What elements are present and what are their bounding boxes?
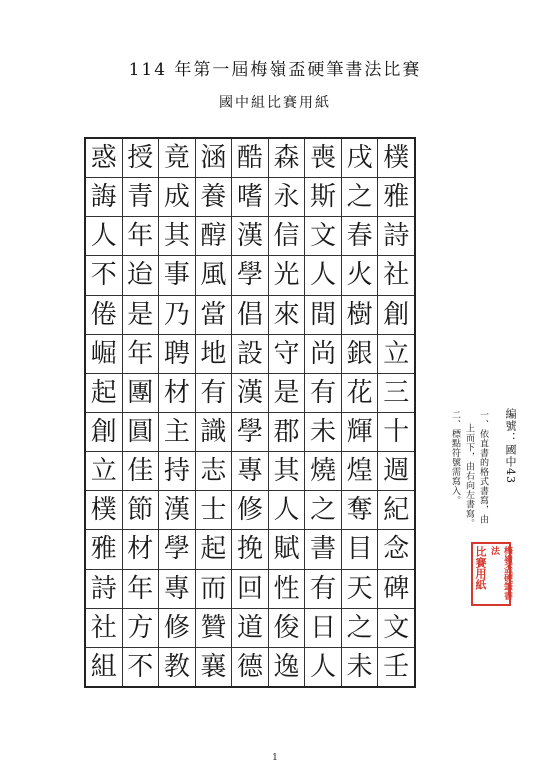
grid-cell: 士 (196, 491, 232, 530)
grid-cell: 俊 (269, 609, 305, 648)
grid-cell: 地 (196, 335, 232, 374)
grid-cell: 目 (342, 530, 378, 569)
grid-cell: 醇 (196, 217, 232, 256)
grid-cell: 人 (86, 217, 122, 256)
grid-cell: 惑 (86, 139, 122, 178)
grid-cell: 專 (159, 570, 195, 609)
grid-cell: 雅 (86, 530, 122, 569)
grid-cell: 倡 (232, 296, 268, 335)
grid-cell: 創 (378, 296, 414, 335)
grid-cell: 起 (86, 374, 122, 413)
grid-cell: 襄 (200, 651, 227, 682)
grid-column (122, 139, 159, 686)
grid-cell: 戌 (342, 139, 378, 178)
grid-cell: 不 (127, 651, 154, 682)
grid-cell: 有 (305, 570, 341, 609)
grid-cell: 永 (269, 178, 305, 217)
grid-cell: 有 (305, 374, 341, 413)
grid-cell: 專 (232, 452, 268, 491)
grid-cell: 尚 (305, 335, 341, 374)
grid-cell: 是 (123, 296, 159, 335)
grid-cell: 守 (269, 335, 305, 374)
grid-cell: 持 (159, 452, 195, 491)
grid-cell: 迨 (123, 256, 159, 295)
grid-cell: 聘 (159, 335, 195, 374)
instruction-1: 一、依直書的格式書寫，由 (478, 410, 488, 524)
grid-cell: 方 (123, 609, 159, 648)
grid-cell: 書 (305, 530, 341, 569)
grid-cell: 學 (232, 413, 268, 452)
grid-cell: 雅 (378, 178, 414, 217)
instruction-1-cont: 上而下，由右向左書寫。 (464, 410, 474, 528)
grid-cell: 花 (342, 374, 378, 413)
grid-cell: 成 (159, 178, 195, 217)
grid-cell: 涵 (196, 139, 232, 178)
grid-cell: 念 (378, 530, 414, 569)
page-number: 1 (272, 753, 278, 763)
instruction-2: 二、標點符號需寫入。 (450, 410, 460, 505)
instructions (448, 410, 490, 528)
grid-cell: 文 (378, 609, 414, 648)
grid-cell: 道 (232, 609, 268, 648)
grid-cell: 春 (342, 217, 378, 256)
grid-cell: 年 (123, 335, 159, 374)
grid-cell: 燒 (305, 452, 341, 491)
grid-cell: 社 (86, 609, 122, 648)
grid-cell: 材 (123, 530, 159, 569)
grid-cell: 日 (305, 609, 341, 648)
grid-cell: 社 (378, 256, 414, 295)
grid-cell: 年 (123, 217, 159, 256)
grid-cell: 漢 (232, 217, 268, 256)
grid-cell: 誨 (86, 178, 122, 217)
grid-cell: 樸 (378, 139, 414, 178)
grid-cell: 圓 (123, 413, 159, 452)
grid-column (158, 139, 195, 686)
grid-cell: 未 (305, 413, 341, 452)
grid-cell: 組 (90, 651, 117, 682)
grid-cell: 有 (196, 374, 232, 413)
grid-cell: 紀 (378, 491, 414, 530)
grid-cell: 銀 (342, 335, 378, 374)
grid-cell: 創 (86, 413, 122, 452)
grid-cell: 回 (232, 570, 268, 609)
grid-cell: 樸 (86, 491, 122, 530)
grid-cell: 不 (86, 256, 122, 295)
grid-cell: 人 (305, 256, 341, 295)
grid-cell: 倦 (86, 296, 122, 335)
grid-cell: 漢 (232, 374, 268, 413)
stamp-line-2: 比賽用紙 (474, 546, 487, 590)
grid-column (195, 139, 232, 686)
grid-cell: 其 (269, 452, 305, 491)
grid-cell: 識 (196, 413, 232, 452)
grid-cell: 其 (159, 217, 195, 256)
grid-cell: 輝 (342, 413, 378, 452)
grid-column (377, 139, 414, 686)
grid-cell: 斯 (305, 178, 341, 217)
grid-cell: 逸 (273, 651, 300, 682)
grid-cell: 修 (232, 491, 268, 530)
grid-cell: 火 (342, 256, 378, 295)
grid-cell: 未 (346, 651, 373, 682)
page-subtitle: 國中組比賽用紙 (219, 95, 331, 111)
grid-cell: 乃 (159, 296, 195, 335)
grid-cell: 授 (123, 139, 159, 178)
grid-cell: 光 (269, 256, 305, 295)
grid-cell: 而 (196, 570, 232, 609)
grid-cell: 信 (269, 217, 305, 256)
grid-cell: 團 (123, 374, 159, 413)
grid-cell: 學 (232, 256, 268, 295)
grid-cell: 文 (305, 217, 341, 256)
grid-cell: 來 (269, 296, 305, 335)
grid-cell: 教 (163, 651, 190, 682)
grid-cell: 志 (196, 452, 232, 491)
grid-cell: 詩 (378, 217, 414, 256)
grid-cell: 節 (123, 491, 159, 530)
grid-cell: 郡 (269, 413, 305, 452)
grid-cell: 三 (378, 374, 414, 413)
grid-column (304, 139, 341, 686)
grid-cell: 喪 (305, 139, 341, 178)
writing-grid (84, 137, 416, 688)
grid-cell: 主 (159, 413, 195, 452)
grid-cell: 人 (269, 491, 305, 530)
grid-cell: 漢 (159, 491, 195, 530)
grid-cell: 設 (232, 335, 268, 374)
grid-cell: 養 (196, 178, 232, 217)
grid-cell: 十 (378, 413, 414, 452)
entry-number-label: 編號： (504, 408, 517, 444)
grid-cell: 之 (342, 178, 378, 217)
grid-cell: 性 (269, 570, 305, 609)
grid-cell: 風 (196, 256, 232, 295)
grid-cell: 材 (159, 374, 195, 413)
grid-cell: 天 (342, 570, 378, 609)
grid-cell: 青 (123, 178, 159, 217)
grid-cell: 樹 (342, 296, 378, 335)
grid-cell: 贊 (196, 609, 232, 648)
grid-cell: 立 (86, 452, 122, 491)
grid-column (341, 139, 378, 686)
grid-column (268, 139, 305, 686)
grid-cell: 週 (378, 452, 414, 491)
grid-cell: 年 (123, 570, 159, 609)
grid-cell: 嗜 (232, 178, 268, 217)
grid-cell: 竟 (159, 139, 195, 178)
grid-cell: 德 (236, 651, 263, 682)
grid-cell: 煌 (342, 452, 378, 491)
grid-cell: 森 (269, 139, 305, 178)
grid-cell: 間 (305, 296, 341, 335)
grid-cell: 之 (305, 491, 341, 530)
grid-cell: 立 (378, 335, 414, 374)
official-stamp (471, 542, 511, 606)
grid-cell: 賦 (269, 530, 305, 569)
grid-column (231, 139, 268, 686)
grid-cell: 是 (269, 374, 305, 413)
grid-cell: 詩 (86, 570, 122, 609)
grid-cell: 事 (159, 256, 195, 295)
entry-number (504, 408, 517, 484)
grid-cell: 修 (159, 609, 195, 648)
grid-cell: 挽 (232, 530, 268, 569)
entry-number-value: 國中43 (504, 444, 517, 484)
grid-cell: 崛 (86, 335, 122, 374)
grid-cell: 佳 (123, 452, 159, 491)
grid-cell: 碑 (378, 570, 414, 609)
page-title: 114 年第一屆梅嶺盃硬筆書法比賽 (128, 60, 422, 80)
grid-cell: 學 (159, 530, 195, 569)
grid-column (86, 139, 122, 686)
grid-cell: 人 (310, 651, 337, 682)
grid-cell: 起 (196, 530, 232, 569)
grid-cell: 奪 (342, 491, 378, 530)
grid-cell: 之 (342, 609, 378, 648)
grid-cell: 壬 (383, 651, 410, 682)
stamp-line-1: 梅嶺盃硬筆書法 (489, 546, 512, 600)
grid-cell: 酷 (232, 139, 268, 178)
grid-cell: 當 (196, 296, 232, 335)
